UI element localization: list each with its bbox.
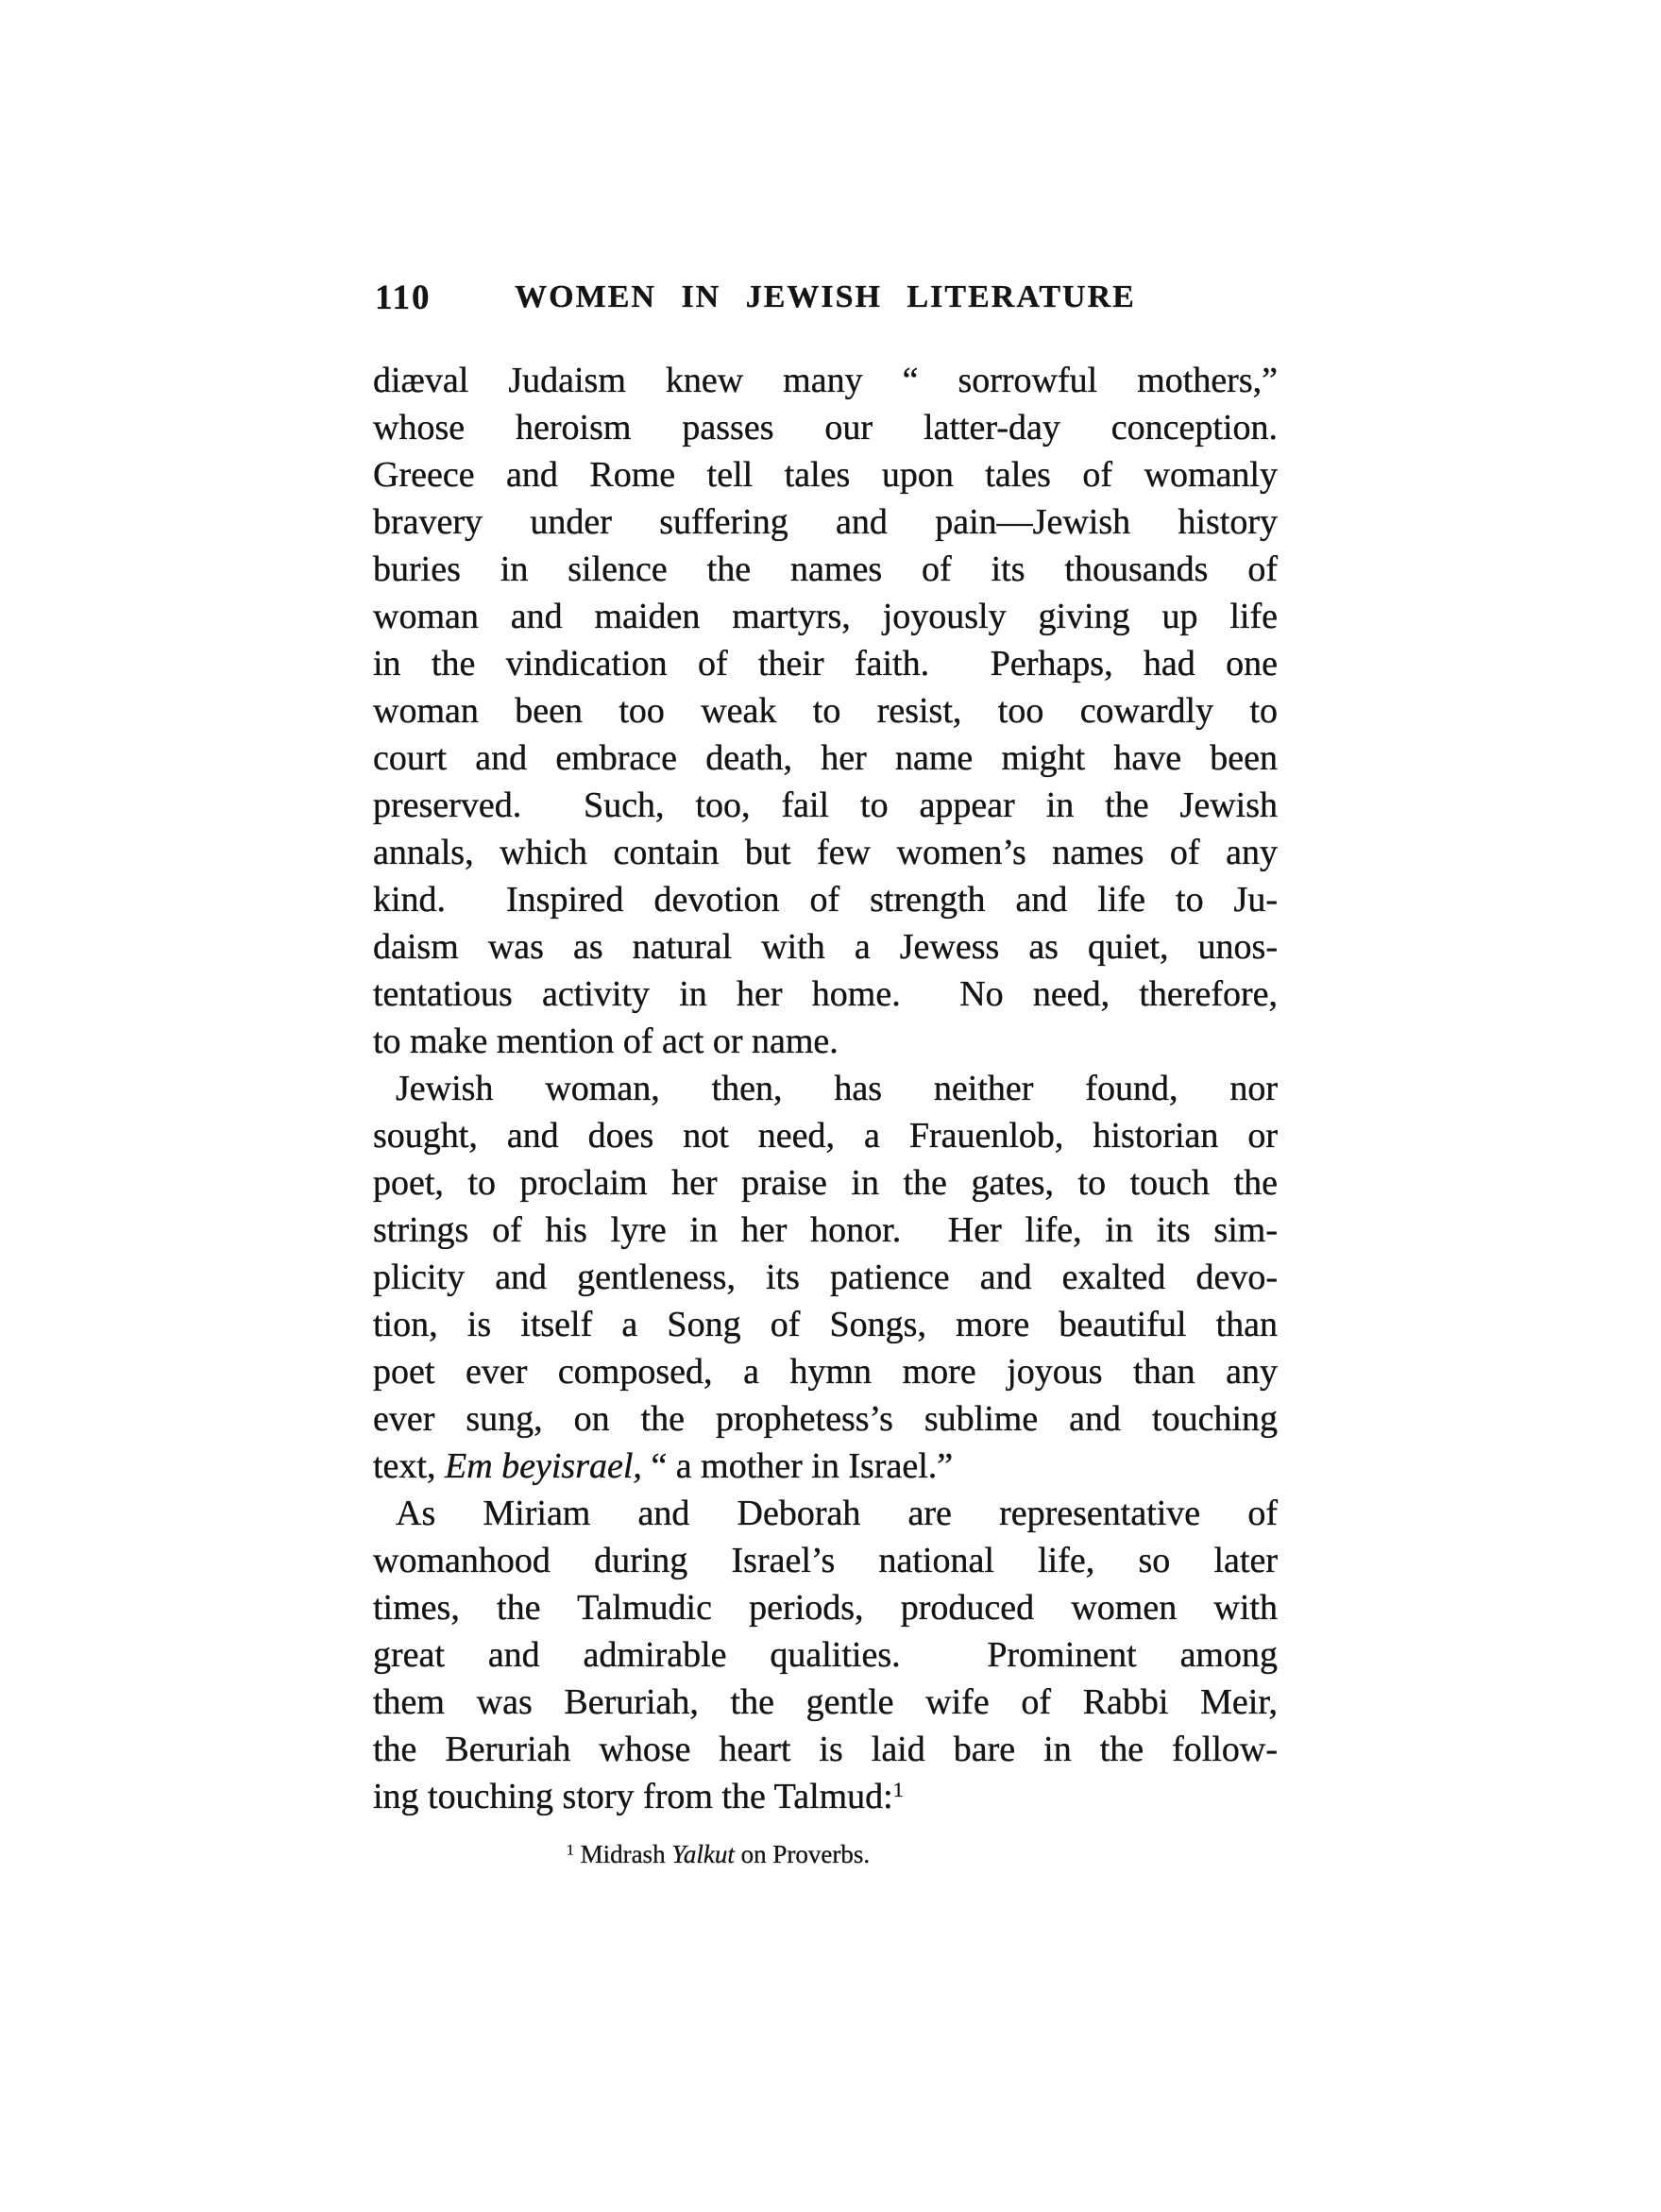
- text-segment: “ a mother in Israel.”: [641, 1446, 954, 1486]
- text-line: [373, 971, 1278, 1018]
- text-line: [373, 1254, 1278, 1301]
- text-line: [373, 1773, 1278, 1820]
- text-segment: woman been too weak to resist, too cowardly to: [373, 691, 1278, 731]
- text-line: [373, 1159, 1278, 1207]
- text-segment: tentatious activity in her home. No need, therefore,: [373, 974, 1278, 1014]
- text-segment: the Beruriah whose heart is laid bare in the follow-: [373, 1730, 1278, 1769]
- text-segment: court and embrace death, her name might have been: [373, 738, 1278, 778]
- text-segment: kind. Inspired devotion of strength and life to Ju-: [373, 880, 1278, 920]
- text-line: [373, 1490, 1278, 1537]
- text-segment: tion, is itself a Song of Songs, more beautiful than: [373, 1305, 1278, 1344]
- text-line: [373, 498, 1278, 546]
- text-segment: daism was as natural with a Jewess as quiet, unos-: [373, 927, 1278, 967]
- text-line: [373, 829, 1278, 876]
- footnote-marker: 1: [567, 1842, 574, 1859]
- text-segment: to make mention of act or name.: [373, 1022, 839, 1061]
- text-line: [373, 1301, 1278, 1348]
- text-line: [373, 923, 1278, 971]
- text-segment: them was Beruriah, the gentle wife of Rabbi Meir,: [373, 1682, 1278, 1722]
- text-line: [373, 640, 1278, 687]
- text-line: [373, 782, 1278, 829]
- text-segment: womanhood during Israel’s national life, so later: [373, 1541, 1278, 1580]
- text-line: [373, 1631, 1278, 1679]
- text-segment: plicity and gentleness, its patience and exalted devo-: [373, 1258, 1278, 1297]
- text-segment: poet ever composed, a hymn more joyous than any: [373, 1352, 1278, 1392]
- text-line: [373, 1726, 1278, 1773]
- text-line: [373, 735, 1278, 782]
- text-segment: annals, which contain but few women’s names of any: [373, 833, 1278, 872]
- text-segment: As Miriam and Deborah are representative of: [396, 1494, 1278, 1533]
- text-line: [373, 1443, 1278, 1490]
- text-line: [373, 1679, 1278, 1726]
- text-segment: times, the Talmudic periods, produced women with: [373, 1588, 1278, 1628]
- text-line: [373, 876, 1278, 923]
- text-line: [373, 451, 1278, 498]
- page-header: [373, 278, 1278, 319]
- footnote-marker: 1: [892, 1777, 904, 1801]
- text-segment: whose heroism passes our latter-day conception.: [373, 408, 1278, 447]
- text-segment: great and admirable qualities. Prominent among: [373, 1635, 1278, 1675]
- text-segment: Jewish woman, then, has neither found, nor: [396, 1069, 1278, 1108]
- body-text: [373, 357, 1278, 1820]
- text-segment: Yalkut: [671, 1840, 735, 1868]
- text-segment: preserved. Such, too, fail to appear in the Jewish: [373, 785, 1278, 825]
- text-segment: strings of his lyre in her honor. Her life, in its sim-: [373, 1210, 1278, 1250]
- text-line: [373, 1348, 1278, 1395]
- text-line: [373, 1537, 1278, 1584]
- text-line: [373, 546, 1278, 593]
- text-segment: Midrash: [573, 1840, 672, 1868]
- text-segment: ever sung, on the prophetess’s sublime and touching: [373, 1399, 1278, 1439]
- text-segment: in the vindication of their faith. Perhaps, had one: [373, 644, 1278, 684]
- page-number: 110: [375, 279, 432, 317]
- running-title: WOMEN IN JEWISH LITERATURE: [515, 279, 1136, 314]
- text-line: [373, 1018, 1278, 1065]
- text-line: [373, 1207, 1278, 1254]
- text-line: [373, 1584, 1278, 1631]
- text-segment: sought, and does not need, a Frauenlob, historian or: [373, 1116, 1278, 1156]
- text-segment: Greece and Rome tell tales upon tales of womanly: [373, 455, 1278, 495]
- text-segment: woman and maiden martyrs, joyously giving up life: [373, 597, 1278, 636]
- text-segment: buries in silence the names of its thousands of: [373, 549, 1278, 589]
- footnote: [373, 1837, 1278, 1871]
- text-segment: bravery under suffering and pain—Jewish history: [373, 502, 1278, 542]
- text-line: [373, 593, 1278, 640]
- text-segment: on Proverbs.: [734, 1840, 871, 1868]
- text-line: [373, 1112, 1278, 1159]
- text-segment: ing touching story from the Talmud:: [373, 1777, 893, 1816]
- text-segment: text,: [373, 1446, 445, 1486]
- text-segment: Em beyisrael,: [444, 1446, 642, 1486]
- text-line: [373, 404, 1278, 451]
- text-line: [373, 1065, 1278, 1112]
- text-line: [373, 1395, 1278, 1443]
- text-line: [373, 687, 1278, 735]
- text-line: [373, 357, 1278, 404]
- text-segment: diæval Judaism knew many “ sorrowful mothers,”: [373, 361, 1278, 400]
- text-segment: poet, to proclaim her praise in the gates, to touch the: [373, 1163, 1278, 1203]
